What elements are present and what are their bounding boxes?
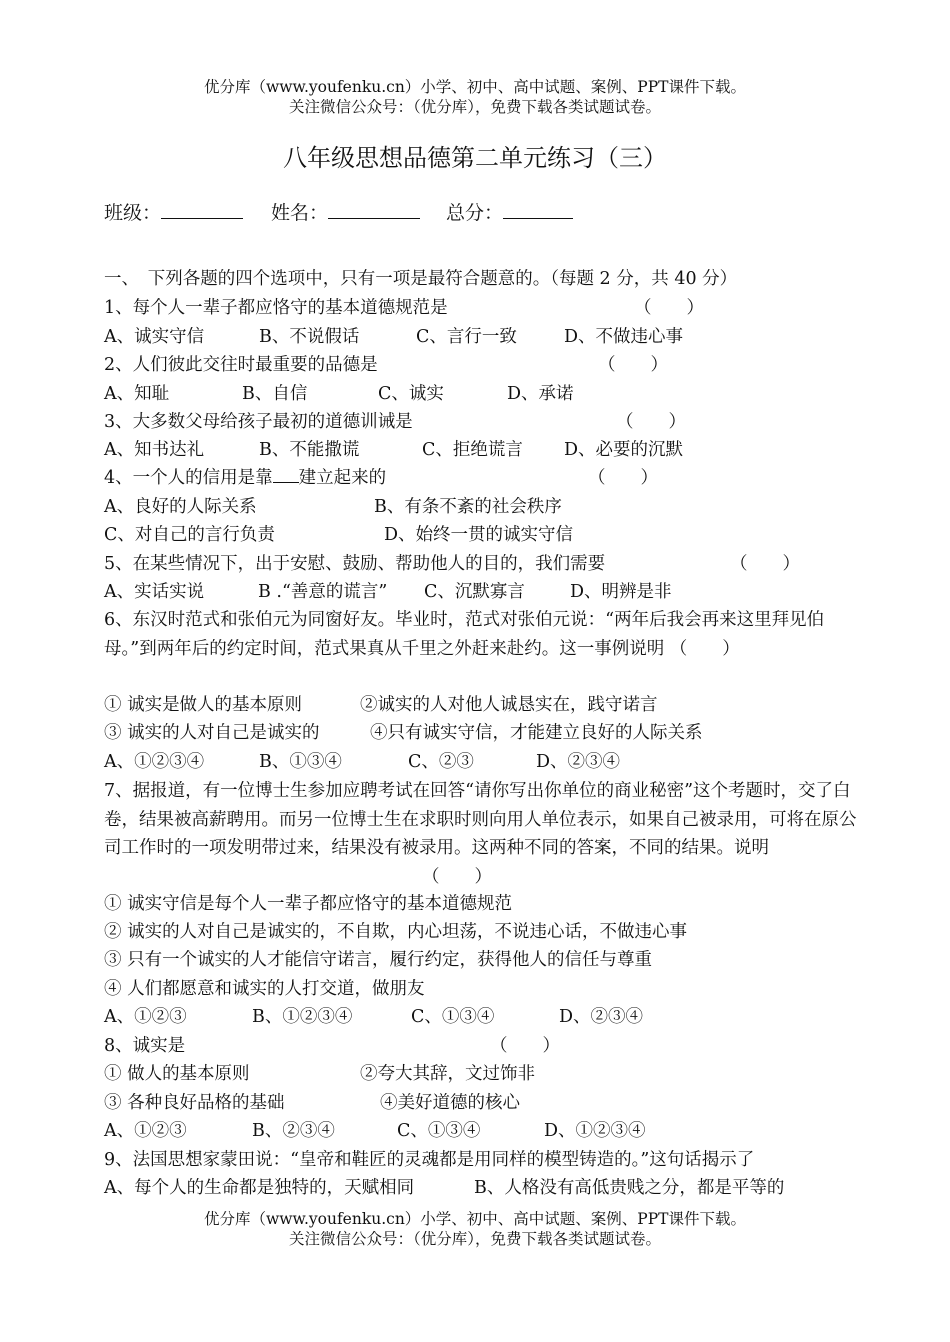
section-heading: 一、 下列各题的四个选项中，只有一项是最符合题意的。（每题 2 分，共 40 分）	[104, 269, 738, 289]
statement-1: ① 诚实是做人的基本原则	[104, 695, 303, 715]
question-1-stem: 1、每个人一辈子都应恪守的基本道德规范是 （ ）	[104, 298, 704, 318]
option-c[interactable]: C、拒绝谎言	[422, 440, 523, 460]
option-b[interactable]: B .“善意的谎言”	[258, 582, 388, 602]
option-d[interactable]: D、不做违心事	[564, 327, 684, 347]
option-d[interactable]: D、①②③④	[544, 1121, 646, 1141]
score-label: 总分：	[446, 202, 504, 224]
option-b[interactable]: B、有条不紊的社会秩序	[374, 497, 562, 517]
score-blank[interactable]	[503, 200, 573, 219]
class-blank[interactable]	[161, 200, 243, 219]
option-d[interactable]: D、必要的沉默	[564, 440, 684, 460]
answer-paren[interactable]: （ ）	[422, 866, 492, 887]
option-a[interactable]: A、诚实守信	[104, 327, 205, 347]
option-c[interactable]: C、②③	[408, 752, 474, 772]
question-2-stem: 2、人们彼此交往时最重要的品德是 （ ）	[104, 355, 668, 375]
option-c[interactable]: C、对自己的言行负责	[104, 525, 275, 545]
question-7-statement-4: ④ 人们都愿意和诚实的人打交道，做朋友	[104, 979, 425, 999]
option-a[interactable]: A、①②③④	[104, 752, 205, 772]
answer-paren[interactable]: （ ）	[490, 1036, 560, 1056]
option-c[interactable]: C、沉默寡言	[424, 582, 525, 602]
question-9-stem: 9、法国思想家蒙田说：“皇帝和鞋匠的灵魂都是用同样的模型铸造的。”这句话揭示了	[104, 1150, 755, 1170]
question-7-statement-1: ① 诚实守信是每个人一辈子都应恪守的基本道德规范	[104, 894, 513, 914]
question-6-stem: 6、东汉时范式和张伯元为同窗好友。毕业时，范式对张伯元说：“两年后我会再来这里拜见伯母。”到两年后的约定时间，范式果真从千里之外赶来赴约。这一事例说明 （ ）	[104, 610, 825, 659]
option-a[interactable]: A、实话实说	[104, 582, 205, 602]
student-info	[104, 198, 573, 225]
statement-4: ④只有诚实守信，才能建立良好的人际关系	[370, 723, 703, 743]
footer-line-2: 关注微信公众号：（优分库），免费下载各类试题试卷。	[288, 1230, 661, 1248]
question-5-stem: 5、在某些情况下，出于安慰、鼓励、帮助他人的目的，我们需要 （ ）	[104, 554, 800, 574]
header-line-1: 优分库（www.youfenku.cn）小学、初中、高中试题、案例、PPT课件下载。	[203, 78, 747, 96]
question-3-stem: 3、大多数父母给孩子最初的道德训诫是 （ ）	[104, 412, 686, 432]
statement-4: ④美好道德的核心	[380, 1093, 520, 1113]
fill-blank[interactable]	[273, 466, 299, 483]
page-title: 八年级思想品德第二单元练习（三）	[283, 144, 667, 172]
option-c[interactable]: C、①③④	[397, 1121, 481, 1141]
statement-2: ②夸大其辞，文过饰非	[360, 1064, 535, 1084]
answer-paren[interactable]: （ ）	[634, 298, 704, 318]
statement-3: ③ 诚实的人对自己是诚实的	[104, 723, 320, 743]
class-label: 班级：	[104, 202, 162, 224]
statement-2: ②诚实的人对他人诚恳实在，践守诺言	[360, 695, 658, 715]
option-b[interactable]: B、不说假话	[259, 327, 360, 347]
option-a[interactable]: A、①②③	[104, 1121, 187, 1141]
answer-paren[interactable]: （ ）	[616, 412, 686, 432]
option-a[interactable]: A、良好的人际关系	[104, 497, 257, 517]
option-a[interactable]: A、每个人的生命都是独特的，天赋相同	[104, 1178, 415, 1198]
option-d[interactable]: D、②③④	[559, 1007, 644, 1027]
option-b[interactable]: B、人格没有高低贵贱之分，都是平等的	[474, 1178, 785, 1198]
option-b[interactable]: B、②③④	[252, 1121, 335, 1141]
question-8-stem: 8、诚实是 （ ）	[104, 1036, 560, 1056]
option-c[interactable]: C、言行一致	[416, 327, 517, 347]
option-b[interactable]: B、①②③④	[252, 1007, 353, 1027]
option-d[interactable]: D、承诺	[507, 384, 574, 404]
option-b[interactable]: B、①③④	[259, 752, 342, 772]
option-a[interactable]: A、①②③	[104, 1007, 187, 1027]
answer-paren[interactable]: （ ）	[588, 468, 658, 488]
question-7-statement-3: ③ 只有一个诚实的人才能信守诺言，履行约定，获得他人的信任与尊重	[104, 950, 653, 970]
statement-1: ① 做人的基本原则	[104, 1064, 250, 1084]
answer-paren[interactable]: （ ）	[730, 554, 800, 574]
statement-3: ③ 各种良好品格的基础	[104, 1093, 285, 1113]
option-b[interactable]: B、不能撒谎	[259, 440, 360, 460]
header-line-2: 关注微信公众号：（优分库），免费下载各类试题试卷。	[288, 98, 661, 116]
question-7-statement-2: ② 诚实的人对自己是诚实的，不自欺，内心坦荡，不说违心话，不做违心事	[104, 922, 688, 942]
answer-paren[interactable]: （ ）	[598, 355, 668, 375]
option-d[interactable]: D、始终一贯的诚实守信	[384, 525, 574, 545]
option-a[interactable]: A、知书达礼	[104, 440, 205, 460]
footer-line-1: 优分库（www.youfenku.cn）小学、初中、高中试题、案例、PPT课件下载。	[203, 1210, 747, 1228]
name-label: 姓名：	[271, 202, 329, 224]
question-7-stem: 7、据报道，有一位博士生参加应聘考试在回答“请你写出你单位的商业秘密”这个考题时，交了白卷，结果被高薪聘用。而另一位博士生在求职时则向用人单位表示，如果自己被录用，可将在原公司工作时的一项发明带过来，结果没有被录用。这两种不同的答案，不同的结果。说明（ ）	[104, 781, 857, 887]
question-4-stem: 4、一个人的信用是靠 建立起来的 （ ）	[104, 468, 658, 488]
name-blank[interactable]	[328, 200, 420, 219]
option-c[interactable]: C、诚实	[378, 384, 444, 404]
option-d[interactable]: D、明辨是非	[570, 582, 672, 602]
option-b[interactable]: B、自信	[242, 384, 308, 404]
option-c[interactable]: C、①③④	[411, 1007, 495, 1027]
option-a[interactable]: A、知耻	[104, 384, 170, 404]
option-d[interactable]: D、②③④	[536, 752, 621, 772]
